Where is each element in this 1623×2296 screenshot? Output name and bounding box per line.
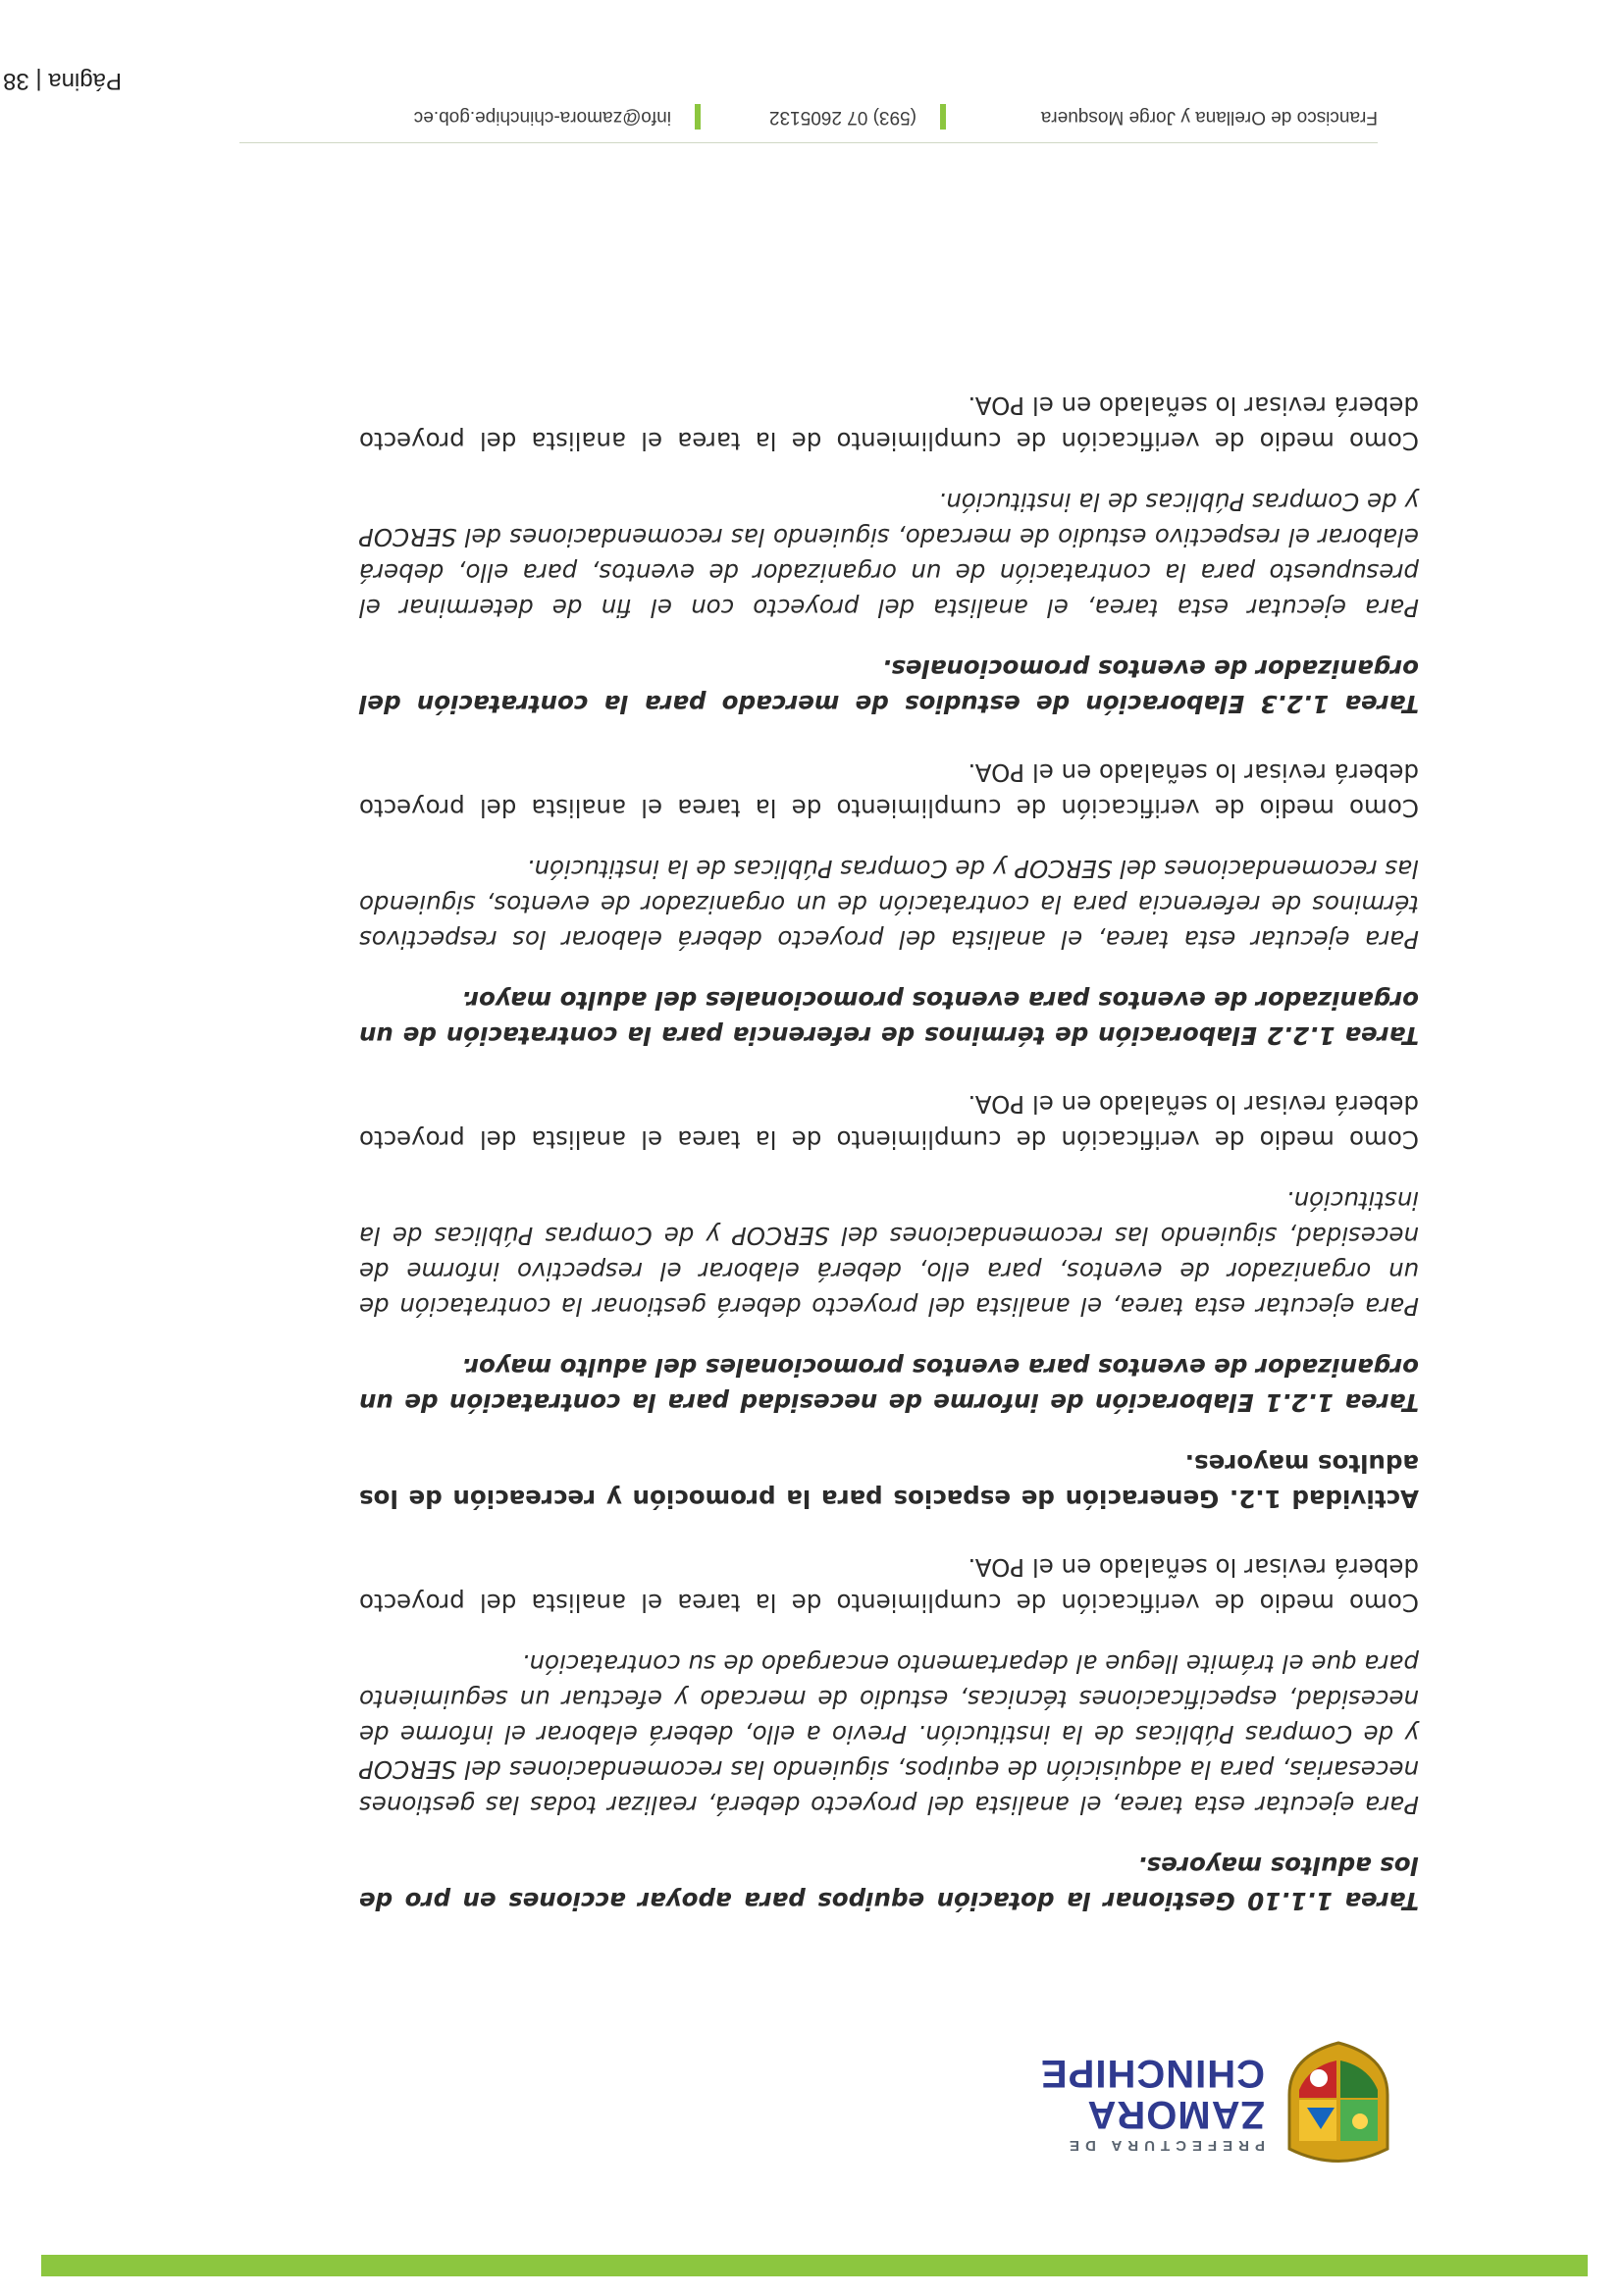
header-accent-bar	[41, 2255, 1588, 2276]
logo-line-chinchipe: CHINCHIPE	[1039, 2052, 1265, 2095]
coat-of-arms-icon	[1280, 2041, 1397, 2168]
task-verification-1-1-10: Como medio de verificación de cumplimiento de la tarea el analista del proyecto deberá revisar lo señalado en el POA.	[359, 1553, 1419, 1617]
task-verification-1-2-1: Como medio de verificación de cumplimiento de la tarea el analista del proyecto deberá revisar lo señalado en el POA.	[359, 1090, 1419, 1154]
footer-divider	[239, 142, 1378, 143]
page-number: Página | 38	[3, 68, 122, 94]
task-body-1-1-10: Para ejecutar esta tarea, el analista del proyecto deberá, realizar todas las gestiones necesarias, para la adquisición de equipos, siguiendo las recomendaciones del SERCOP y de Compras Públicas de la institución. Previo a ello, deberá elaborar el informe de necesidad, especificaciones técnicas, estudio de mercado y efectuar un seguimiento para que el trámite llegue al departamento encargado de su contratación.	[359, 1649, 1419, 1819]
activity-heading-1-2: Actividad 1.2. Generación de espacios para la promoción y recreación de los adultos mayores.	[359, 1449, 1419, 1513]
footer-separator	[940, 104, 946, 130]
task-heading-1-1-10: Tarea 1.1.10 Gestionar la dotación equipos para apoyar acciones en pro de los adultos mayores.	[359, 1852, 1419, 1915]
footer-separator	[695, 104, 701, 130]
task-body-1-2-2: Para ejecutar esta tarea, el analista del proyecto deberá elaborar los respectivos términos de referencia para la contratación de un organizador de eventos, siguiendo las recomendaciones del SERCOP y de Compras Públicas de la institución.	[359, 855, 1419, 954]
task-body-1-2-1: Para ejecutar esta tarea, el analista del proyecto deberá gestionar la contratación de un organizador de eventos, para ello, deberá elaborar el respectivo informe de necesidad, siguiendo las recomendaciones del SERCOP y de Compras Públicas de la institución.	[359, 1186, 1419, 1321]
logo-line-prefectura: PREFECTURA DE	[1064, 2137, 1265, 2154]
footer-phone: (593) 07 2605132	[768, 107, 916, 128]
prefecture-logo	[1024, 2041, 1397, 2168]
footer-address: Francisco de Orellana y Jorge Mosquera	[1040, 107, 1378, 128]
logo-line-zamora: ZAMORA	[1086, 2093, 1265, 2136]
task-heading-1-2-1: Tarea 1.2.1 Elaboración de informe de necesidad para la contratación de un organizador de eventos para eventos promocionales del adulto mayor.	[359, 1353, 1419, 1417]
page-footer	[3, 68, 1378, 128]
footer-email: info@zamora-chinchipe.gob.ec	[413, 107, 671, 128]
document-body	[359, 354, 1419, 1918]
task-heading-1-2-2: Tarea 1.2.2 Elaboración de términos de referencia para la contratación de un organizador de eventos para eventos promocionales del adulto mayor.	[359, 986, 1419, 1050]
task-body-1-2-3: Para ejecutar esta tarea, el analista del proyecto con el fin de determinar el presupuesto para la contratación de un organizador de eventos, para ello, deberá elaborar el respectivo estudio de mercado, siguiendo las recomendaciones del SERCOP y de Compras Públicas de la institución.	[359, 488, 1419, 622]
task-verification-1-2-2: Como medio de verificación de cumplimiento de la tarea el analista del proyecto deberá revisar lo señalado en el POA.	[359, 758, 1419, 822]
task-verification-1-2-3: Como medio de verificación de cumplimiento de la tarea el analista del proyecto deberá revisar lo señalado en el POA.	[359, 391, 1419, 455]
task-heading-1-2-3: Tarea 1.2.3 Elaboración de estudios de mercado para la contratación del organizador de eventos promocionales.	[359, 654, 1419, 718]
